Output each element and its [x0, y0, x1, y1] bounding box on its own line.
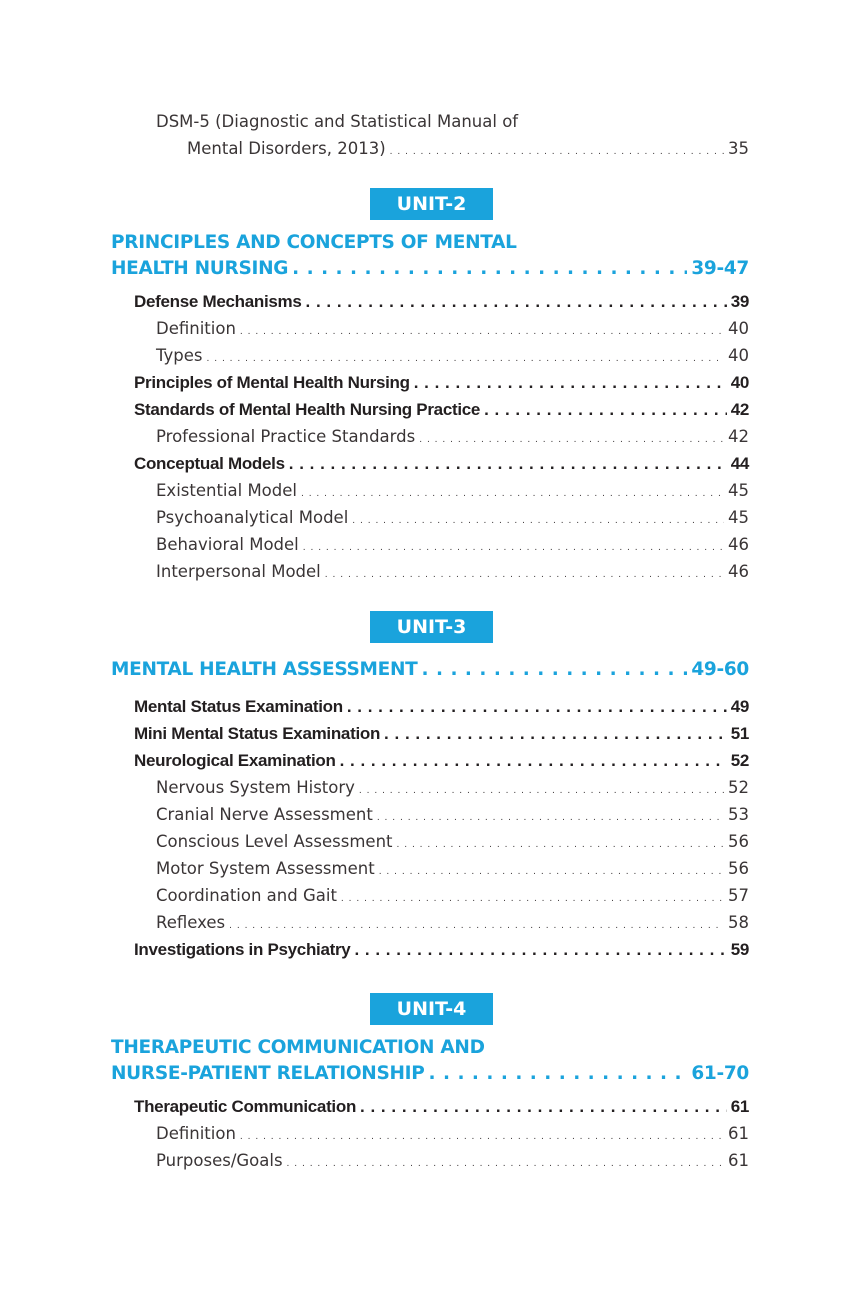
page-number: 51: [730, 724, 749, 743]
unit-page-range: 49-60: [691, 659, 749, 680]
toc-entry-text: Nervous System History: [156, 778, 355, 797]
toc-entry[interactable]: [111, 531, 749, 558]
unit-page-range: 39-47: [691, 258, 749, 279]
toc-entry-text: Cranial Nerve Assessment: [156, 805, 373, 824]
toc-entry[interactable]: [111, 504, 749, 531]
toc-entry[interactable]: [111, 720, 749, 747]
toc-entry-text: Types: [156, 346, 203, 365]
unit-entries: [111, 693, 749, 963]
unit-badge: UNIT-2: [370, 188, 493, 220]
toc-entry-text: Existential Model: [156, 481, 297, 500]
toc-entry[interactable]: [111, 828, 749, 855]
toc-entry-text: Neurological Examination: [134, 751, 336, 770]
toc-entry[interactable]: [111, 423, 749, 450]
toc-entry[interactable]: [111, 558, 749, 585]
toc-entry-text: Defense Mechanisms: [134, 292, 302, 311]
toc-entry-text: Coordination and Gait: [156, 886, 337, 905]
toc-entry[interactable]: [111, 747, 749, 774]
page-number: 42: [728, 427, 749, 446]
page-number: 39: [730, 292, 749, 311]
dot-leader: [360, 1093, 727, 1120]
dot-leader: [325, 558, 724, 589]
toc-entry-text: Professional Practice Standards: [156, 427, 416, 446]
toc-entry-dsm5[interactable]: [111, 108, 749, 162]
toc-entry[interactable]: [111, 1093, 749, 1120]
page-number: 46: [728, 535, 749, 554]
dot-leader: [422, 657, 688, 683]
unit-title-line2: HEALTH NURSING: [111, 258, 289, 279]
toc-entry[interactable]: [111, 936, 749, 963]
dot-leader: [390, 135, 724, 166]
toc-entry-text: Interpersonal Model: [156, 562, 321, 581]
toc-entry[interactable]: [111, 450, 749, 477]
dot-leader: [287, 1147, 724, 1178]
page-number: 59: [730, 940, 749, 959]
unit-title-line1: PRINCIPLES AND CONCEPTS OF MENTAL: [111, 232, 517, 253]
page-number: 44: [730, 454, 749, 473]
toc-entry[interactable]: [111, 288, 749, 315]
toc-page: [111, 108, 749, 1174]
unit-entries: [111, 1093, 749, 1174]
toc-entry[interactable]: [111, 1120, 749, 1147]
toc-entry[interactable]: [111, 882, 749, 909]
unit-section-3: [111, 611, 749, 963]
toc-entry-text-line2: Mental Disorders, 2013): [187, 139, 386, 158]
toc-entry[interactable]: [111, 1147, 749, 1174]
dot-leader: [414, 369, 727, 396]
toc-entry-text: Purposes/Goals: [156, 1151, 283, 1170]
page-number: 46: [728, 562, 749, 581]
toc-entry-text: Psychoanalytical Model: [156, 508, 349, 527]
page-number: 45: [728, 481, 749, 500]
toc-entry-text: Definition: [156, 319, 236, 338]
dot-leader: [292, 256, 687, 282]
page-number: 49: [730, 697, 749, 716]
toc-entry-text: Conceptual Models: [134, 454, 285, 473]
unit-section-4: [111, 993, 749, 1174]
page-number: 45: [728, 508, 749, 527]
page-number: 56: [728, 832, 749, 851]
toc-entry[interactable]: [111, 801, 749, 828]
page-number: 61: [728, 1151, 749, 1170]
unit-title-line1: THERAPEUTIC COMMUNICATION AND: [111, 1037, 485, 1058]
unit-title[interactable]: [111, 1035, 749, 1087]
toc-entry[interactable]: [111, 342, 749, 369]
unit-title[interactable]: [111, 657, 749, 683]
unit-title-line2: NURSE-PATIENT RELATIONSHIP: [111, 1063, 425, 1084]
page-number: 40: [728, 319, 749, 338]
dot-leader: [340, 747, 727, 774]
dot-leader: [306, 288, 727, 315]
unit-section-2: [111, 188, 749, 585]
page-number: 61: [728, 1124, 749, 1143]
toc-entry-text: Motor System Assessment: [156, 859, 375, 878]
dot-leader: [484, 396, 727, 423]
toc-entry[interactable]: [111, 909, 749, 936]
toc-entry-text: Principles of Mental Health Nursing: [134, 373, 410, 392]
page-number: 52: [730, 751, 749, 770]
unit-title-line2: MENTAL HEALTH ASSESSMENT: [111, 659, 418, 680]
page-number: 52: [728, 778, 749, 797]
toc-entry-text: Behavioral Model: [156, 535, 299, 554]
page-number: 40: [728, 346, 749, 365]
page-number: 61: [730, 1097, 749, 1116]
page-number: 58: [728, 913, 749, 932]
page-number: 56: [728, 859, 749, 878]
unit-badge: UNIT-4: [370, 993, 493, 1025]
toc-entry-text: Conscious Level Assessment: [156, 832, 393, 851]
page-number: 53: [728, 805, 749, 824]
page-number: 57: [728, 886, 749, 905]
page-number: 42: [730, 400, 749, 419]
dot-leader: [354, 936, 726, 963]
page-number: 40: [730, 373, 749, 392]
toc-entry-text: Definition: [156, 1124, 236, 1143]
page-number: 35: [728, 139, 749, 158]
toc-entry-text-line1: DSM-5 (Diagnostic and Statistical Manual of: [156, 112, 519, 131]
toc-entry[interactable]: [111, 693, 749, 720]
unit-title[interactable]: [111, 230, 749, 282]
dot-leader: [384, 720, 727, 747]
dot-leader: [289, 450, 727, 477]
toc-entry-text: Mental Status Examination: [134, 697, 343, 716]
toc-entry[interactable]: [111, 315, 749, 342]
toc-entry[interactable]: [111, 369, 749, 396]
unit-page-range: 61-70: [691, 1063, 749, 1084]
dot-leader: [347, 693, 727, 720]
dot-leader: [429, 1061, 688, 1087]
toc-entry-text: Reflexes: [156, 913, 226, 932]
toc-entry-text: Standards of Mental Health Nursing Practice: [134, 400, 481, 419]
unit-entries: [111, 288, 749, 585]
toc-entry[interactable]: [111, 477, 749, 504]
toc-entry-text: Therapeutic Communication: [134, 1097, 357, 1116]
toc-entry[interactable]: [111, 774, 749, 801]
unit-badge: UNIT-3: [370, 611, 493, 643]
toc-entry-text: Mini Mental Status Examination: [134, 724, 381, 743]
toc-entry-text: Investigations in Psychiatry: [134, 940, 351, 959]
toc-entry[interactable]: [111, 855, 749, 882]
toc-entry[interactable]: [111, 396, 749, 423]
